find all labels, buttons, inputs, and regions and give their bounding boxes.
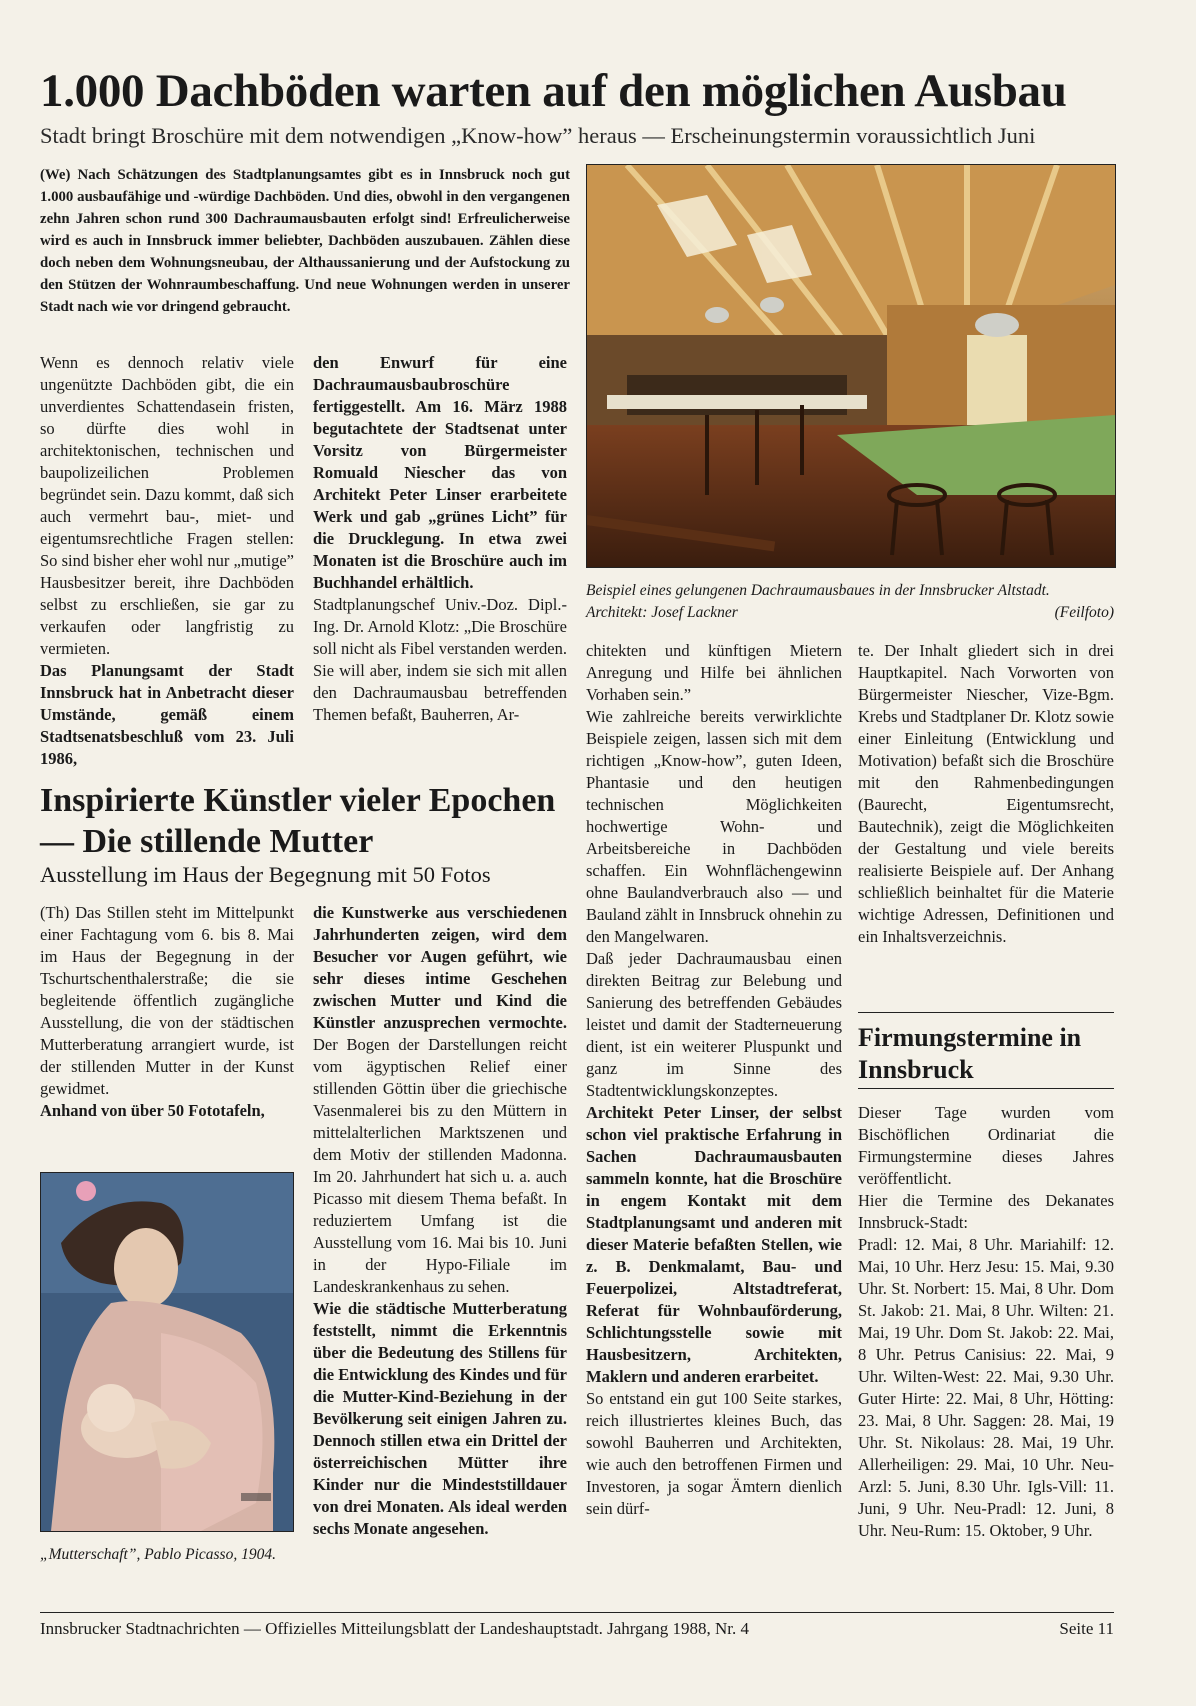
paragraph: te. Der Inhalt gliedert sich in drei Hauptkapitel. Nach Vorworten von Bürgermeister Niescher, Vize-Bgm. Krebs und Stadtplaner Dr. Klotz sowie einer Einleitung (Entwicklung und Motivation) befaßt sich die Broschüre mit den Rahmenbedingungen (Baurecht, Eigentumsrecht, Bautechnik), zeigt die Möglichkeiten der Gestaltung und viele bereits realisierte Beispiele auf. Der Anhang schließlich beinhaltet für die Materie wichtige Adressen, Definitionen und ein Inhaltsverzeichnis.	[858, 641, 1114, 946]
paragraph: den Enwurf für eine Dachraumausbaubroschüre fertiggestellt. Am 16. März 1988 begutachtete der Stadtsenat unter Vorsitz von Bürgermeister Romuald Niescher das von Architekt Peter Linser erarbeitete Werk und gab „grünes Licht” für die Drucklegung. In etwa zwei Monaten ist die Broschüre auch im Buchhandel erhältlich.	[313, 353, 567, 592]
article2-subheadline: Ausstellung im Haus der Begegnung mit 50 Fotos	[40, 862, 491, 887]
attic-photo-caption	[586, 580, 1114, 624]
article1-intro: (We) Nach Schätzungen des Stadtplanungsamtes gibt es in Innsbruck noch gut 1.000 ausbaufähige und -würdige Dachböden. Und dies, obwohl in den vergangenen zehn Jahren schon rund 300 Dachraumausbauten erfolgt sind! Erfreulicherweise wird es auch in Innsbruck immer beliebter, Dachböden auszubauen. Zählen diese doch neben dem Wohnungsneubau, der Althaussanierung und der Aufstockung zu den Stützen der Wohnraumbeschaffung. Und neue Wohnungen werden in unserer Stadt nach wie vor dringend gebraucht.	[40, 167, 570, 315]
article2-column-2	[313, 902, 567, 1540]
article2-column-1	[40, 902, 294, 1122]
paragraph: Wie zahlreiche bereits verwirklichte Beispiele zeigen, lassen sich mit dem richtigen „Know-how”, guten Ideen, Phantasie und den heutigen technischen Möglichkeiten hochwertige Wohn- und Arbeitsbereiche in Dachböden schaffen. Ein Wohnflächengewinn ohne Baulandverbrauch also — und Bauland zählt in Innsbruck ohnehin zu den Mangelwaren.	[586, 707, 842, 946]
picasso-painting-photo	[40, 1172, 294, 1532]
paragraph: Wenn es dennoch relativ viele ungenützte Dachböden gibt, die ein unverdientes Schattendasein fristen, so dürfte dies wohl in architektonischen, technischen und baupolizeilichen Problemen begründet sein. Dazu kommt, daß sich auch vermehrt bau-, miet- und eigentumsrechtliche Fragen stellen: So sind bisher eher wohl nur „mutige” Hausbesitzer bereit, ihre Dachböden selbst zu erschließen, sie gar zu verkaufen oder langfristig zu vermieten.	[40, 353, 294, 658]
paragraph: Das Planungsamt der Stadt Innsbruck hat in Anbetracht dieser Umstände, gemäß einem Stadtsenatsbeschluß vom 23. Juli 1986,	[40, 661, 294, 768]
article3-headline: Firmungstermine in Innsbruck	[858, 1023, 1082, 1084]
photo-credit: (Feilfoto)	[1054, 604, 1114, 621]
divider	[858, 1088, 1114, 1089]
article3-column	[858, 1102, 1114, 1542]
paragraph: Daß jeder Dachraumausbau einen direkten Beitrag zur Belebung und Sanierung des betreffenden Gebäudes leistet und damit der Stadterneuerung dient, ist ein weiterer Pluspunkt und ganz im Sinne des Stadtentwicklungskonzeptes.	[586, 949, 842, 1100]
caption-text: Beispiel eines gelungenen Dachraumausbaues in der Innsbrucker Altstadt. Architekt: Josef Lackner	[586, 582, 1050, 621]
paragraph: Dieser Tage wurden vom Bischöflichen Ordinariat die Firmungstermine dieses Jahres veröffentlicht.	[858, 1103, 1114, 1188]
paragraph: chitekten und künftigen Mietern Anregung und Hilfe bei ähnlichen Vorhaben sein.”	[586, 641, 842, 704]
article1-column-2	[313, 352, 567, 726]
paragraph: Hier die Termine des Dekanates Innsbruck-Stadt:	[858, 1191, 1114, 1232]
page-footer	[40, 1618, 1114, 1640]
paragraph: Wie die städtische Mutterberatung feststellt, nimmt die Erkenntnis über die Bedeutung des Stillens für die Entwicklung des Kindes und für die Mutter-Kind-Beziehung in der Bevölkerung seit einigen Jahren zu. Dennoch stillen etwa ein Drittel der österreichischen Mütter ihre Kinder nur die Mindeststilldauer von drei Monaten. Als ideal werden sechs Monate angesehen.	[313, 1299, 567, 1538]
footer-rule	[40, 1612, 1114, 1613]
paragraph	[313, 902, 567, 1298]
attic-interior-illustration	[587, 165, 1115, 567]
paragraph: Anhand von über 50 Fototafeln,	[40, 1101, 265, 1120]
paragraph: (Th) Das Stillen steht im Mittelpunkt einer Fachtagung vom 6. bis 8. Mai im Haus der Begegnung in der Tschurtschenthalerstraße; die sie begleitende öffentlich zugängliche Ausstellung, die von der städtischen Mutterberatung arrangiert wurde, ist der stillenden Mutter in der Kunst gewidmet.	[40, 903, 294, 1098]
paragraph: So entstand ein gut 100 Seite starkes, reich illustriertes kleines Buch, das sowohl Bauherren und Architekten, wie auch den betroffenen Firmen und Investoren, ja sogar Ämtern dienlich sein dürf-	[586, 1389, 842, 1518]
publication-info: Innsbrucker Stadtnachrichten — Offizielles Mitteilungsblatt der Landeshauptstadt. Jahrgang 1988, Nr. 4	[40, 1619, 749, 1638]
article1-headline: 1.000 Dachböden warten auf den möglichen Ausbau	[40, 65, 1067, 117]
paragraph: Pradl: 12. Mai, 8 Uhr. Mariahilf: 12. Mai, 10 Uhr. Herz Jesu: 15. Mai, 9.30 Uhr. St. Norbert: 15. Mai, 8 Uhr. Dom St. Jakob: 21. Mai, 8 Uhr. Wilten: 21. Mai, 19 Uhr. Dom St. Jakob: 22. Mai, 8 Uhr. Petrus Canisius: 22. Mai, 9 Uhr. Wilten-West: 22. Mai, 9.30 Uhr. Guter Hirte: 22. Mai, 8 Uhr, Hötting: 23. Mai, 8 Uhr. Saggen: 28. Mai, 19 Uhr. St. Nikolaus: 28. Mai, 19 Uhr. Allerheiligen: 29. Mai, 10 Uhr. Neu-Arzl: 5. Juni, 8.30 Uhr. Igls-Vill: 11. Juni, 9 Uhr. Neu-Pradl: 12. Juni, 8 Uhr. Neu-Rum: 15. Oktober, 9 Uhr.	[858, 1235, 1114, 1540]
picasso-photo-caption: „Mutterschaft”, Pablo Picasso, 1904.	[40, 1546, 276, 1563]
bold-lead: die Kunstwerke aus verschiedenen Jahrhunderten zeigen, wird dem Besucher vor Augen geführt, wie sehr dieses intime Geschehen zwischen Mutter und Kind die Künstler anzusprechen vermochte.	[313, 903, 567, 1032]
article1-column-3	[586, 640, 842, 1520]
article1-column-4	[858, 640, 1114, 948]
article2-headline: Inspirierte Künstler vieler Epochen — Die stillende Mutter	[40, 782, 556, 860]
mother-and-child-painting	[41, 1173, 293, 1531]
text-continuation: Der Bogen der Darstellungen reicht vom ägyptischen Relief einer stillenden Göttin über die griechische Vasenmalerei bis zu den Müttern in mittelalterlichen Marktszenen und dem Motiv der stillenden Madonna. Im 20. Jahrhundert hat sich u. a. auch Picasso mit diesem Thema befaßt. In reduziertem Umfang ist die Ausstellung vom 16. Mai bis 10. Juni in der Hypo-Filiale im Landeskrankenhaus zu sehen.	[313, 1035, 567, 1296]
article1-column-1	[40, 352, 294, 770]
paragraph: Stadtplanungschef Univ.-Doz. Dipl.-Ing. Dr. Arnold Klotz: „Die Broschüre soll nicht als Fibel verstanden werden. Sie will aber, indem sie sich mit allen den Dachraumausbau betreffenden Themen befaßt, Bauherren, Ar-	[313, 595, 567, 724]
divider	[858, 1012, 1114, 1013]
page-number: Seite 11	[1059, 1619, 1114, 1638]
attic-interior-photo	[586, 164, 1116, 568]
article1-subheadline: Stadt bringt Broschüre mit dem notwendigen „Know-how” heraus — Erscheinungstermin voraussichtlich Juni	[40, 123, 1036, 148]
paragraph: Architekt Peter Linser, der selbst schon viel praktische Erfahrung in Sachen Dachraumausbauten sammeln konnte, hat die Broschüre in engem Kontakt mit dem Stadtplanungsamt und anderen mit dieser Materie befaßten Stellen, wie z. B. Denkmalamt, Bau- und Feuerpolizei, Altstadtreferat, Referat für Wohnbauförderung, Schlichtungsstelle sowie mit Hausbesitzern, Architekten, Maklern und anderen erarbeitet.	[586, 1103, 842, 1386]
